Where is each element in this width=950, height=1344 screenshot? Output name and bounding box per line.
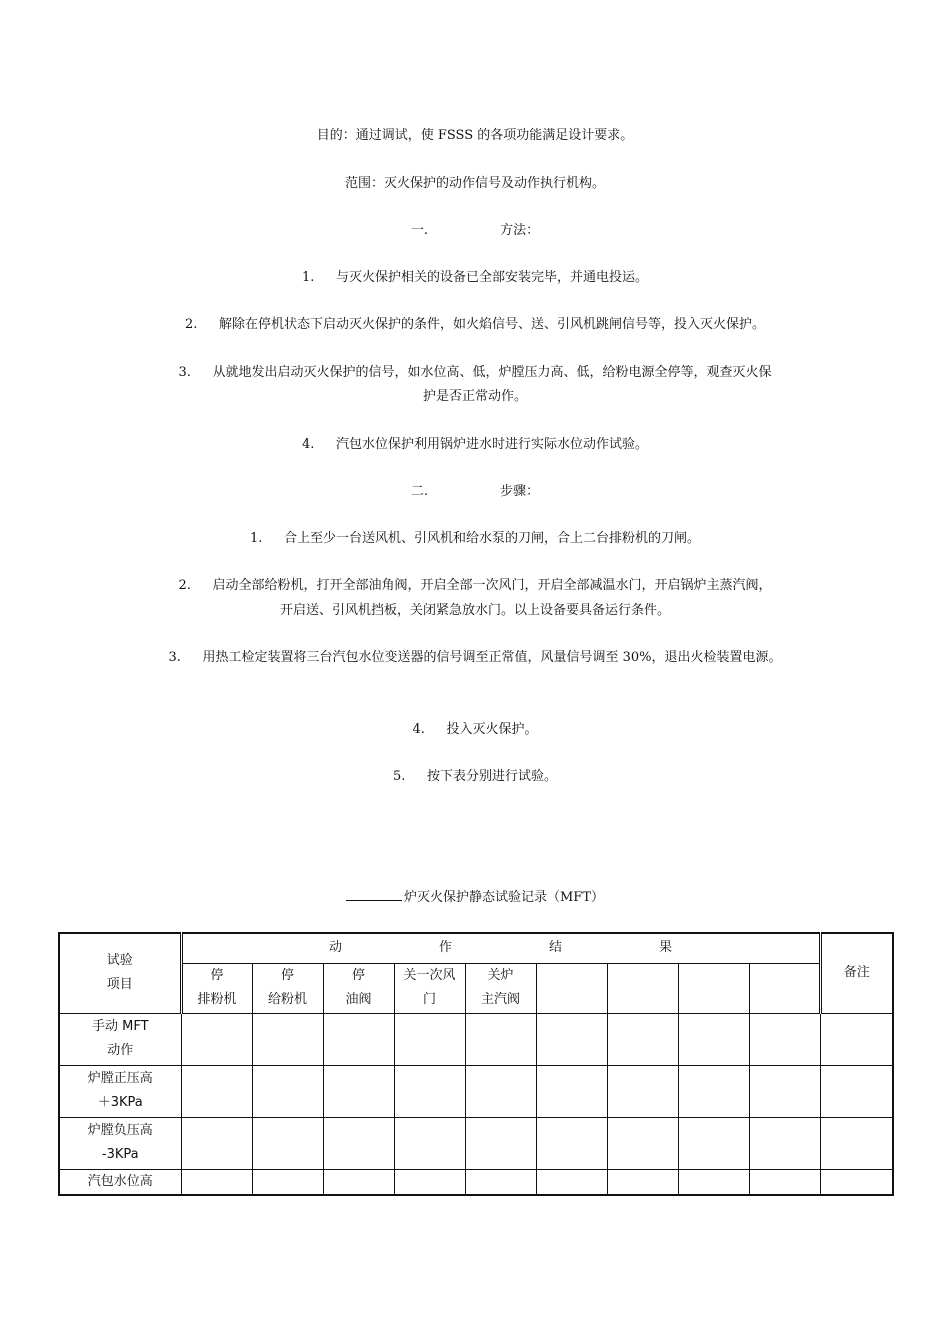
row-label	[59, 1169, 181, 1195]
result-cell[interactable]	[394, 1169, 465, 1195]
column-header-empty	[678, 963, 749, 1013]
table-caption-text: 炉灭火保护静态试验记录（MFT）	[403, 890, 604, 905]
result-cell[interactable]	[394, 1013, 465, 1065]
item-number: 3.	[178, 365, 191, 380]
purpose-line: 目的：通过调试，使 FSSS 的各项功能满足设计要求。	[316, 128, 634, 143]
result-cell[interactable]	[394, 1065, 465, 1117]
column-header-line2: 排粉机	[197, 992, 237, 1007]
result-cell[interactable]	[252, 1117, 323, 1169]
result-cell[interactable]	[607, 1013, 678, 1065]
remark-cell[interactable]	[820, 1065, 893, 1117]
result-cell[interactable]	[607, 1065, 678, 1117]
column-header	[465, 963, 536, 1013]
result-cell[interactable]	[323, 1169, 394, 1195]
item-text: 启动全部给粉机，打开全部油角阀，开启全部一次风门，开启全部减温水门，开启锅炉主蒸汽阀，	[212, 578, 772, 593]
result-cell[interactable]	[181, 1013, 252, 1065]
column-header-empty	[536, 963, 607, 1013]
row-label-line1: 炉膛负压高	[87, 1123, 153, 1138]
result-cell[interactable]	[678, 1169, 749, 1195]
header-item-line1: 试验	[106, 953, 133, 969]
table-row	[59, 1169, 893, 1195]
column-header-line1: 关炉	[487, 968, 514, 983]
method-item	[0, 315, 950, 335]
result-cell[interactable]	[536, 1013, 607, 1065]
result-cell[interactable]	[749, 1117, 820, 1169]
result-cell[interactable]	[465, 1065, 536, 1117]
item-text: 与灭火保护相关的设备已全部安装完毕，并通电投运。	[335, 270, 648, 285]
result-char: 结	[549, 940, 563, 956]
column-header-line1: 停	[351, 968, 365, 983]
result-cell[interactable]	[678, 1117, 749, 1169]
result-cell[interactable]	[394, 1117, 465, 1169]
step-item	[0, 648, 950, 668]
item-text: 按下表分别进行试验。	[426, 769, 557, 784]
table-row	[59, 1065, 893, 1117]
item-number: 2.	[184, 317, 198, 332]
column-header-line1: 关一次风	[403, 968, 456, 983]
item-text: 合上至少一台送风机、引风机和给水泵的刀闸，合上二台排粉机的刀闸。	[283, 531, 700, 546]
section-number: 二.	[410, 484, 429, 499]
item-number: 5.	[392, 769, 406, 784]
remark-cell[interactable]	[820, 1169, 893, 1195]
result-cell[interactable]	[465, 1117, 536, 1169]
mft-test-record-table	[58, 932, 894, 1196]
item-number: 2.	[178, 578, 191, 593]
row-label	[59, 1013, 181, 1065]
header-item-line2: 项目	[106, 977, 133, 993]
result-cell[interactable]	[749, 1013, 820, 1065]
item-text: 用热工检定装置将三台汽包水位变送器的信号调至正常值，风量信号调至 30%，退出火检装置电源。	[202, 650, 782, 665]
row-label-line1: 手动 MFT	[91, 1019, 149, 1034]
result-cell[interactable]	[465, 1169, 536, 1195]
scope-line: 范围：灭火保护的动作信号及动作执行机构。	[344, 176, 605, 191]
remark-cell[interactable]	[820, 1117, 893, 1169]
result-cell[interactable]	[181, 1117, 252, 1169]
column-header-line1: 停	[210, 968, 224, 983]
section-title: 方法：	[500, 223, 540, 238]
step-item-continuation: 开启送、引风机挡板，关闭紧急放水门。以上设备要具备运行条件。	[279, 603, 670, 618]
step-item	[0, 576, 950, 596]
result-cell[interactable]	[323, 1117, 394, 1169]
row-label-line1: 汽包水位高	[87, 1173, 153, 1189]
header-test-item	[59, 933, 181, 1013]
section-number: 一.	[410, 223, 429, 238]
column-header	[181, 963, 252, 1013]
item-number: 4.	[301, 437, 315, 452]
result-cell[interactable]	[181, 1169, 252, 1195]
result-cell[interactable]	[252, 1065, 323, 1117]
result-cell[interactable]	[181, 1065, 252, 1117]
row-label	[59, 1065, 181, 1117]
item-number: 3.	[168, 650, 181, 665]
row-label-line2: ＋3KPa	[97, 1095, 143, 1110]
result-cell[interactable]	[536, 1065, 607, 1117]
result-cell[interactable]	[749, 1065, 820, 1117]
result-cell[interactable]	[749, 1169, 820, 1195]
section-method-heading	[0, 221, 950, 241]
column-header-empty	[749, 963, 820, 1013]
column-header-line2: 主汽阀	[480, 992, 520, 1007]
result-cell[interactable]	[323, 1013, 394, 1065]
column-header	[323, 963, 394, 1013]
result-cell[interactable]	[678, 1013, 749, 1065]
row-label	[59, 1117, 181, 1169]
column-header-line2: 油阀	[345, 992, 372, 1007]
result-cell[interactable]	[536, 1169, 607, 1195]
table-subheader-row	[59, 963, 893, 1013]
column-header-empty	[607, 963, 678, 1013]
result-cell[interactable]	[252, 1013, 323, 1065]
table-row	[59, 1117, 893, 1169]
column-header-line2: 门	[422, 992, 436, 1007]
section-title: 步骤：	[500, 484, 540, 499]
method-item	[0, 363, 950, 383]
column-header-line2: 给粉机	[267, 992, 307, 1007]
result-char: 动	[329, 940, 343, 956]
table-row	[59, 1013, 893, 1065]
row-label-line2: -3KPa	[101, 1147, 139, 1162]
result-char: 作	[439, 940, 453, 956]
column-header	[394, 963, 465, 1013]
header-remark: 备注	[820, 933, 893, 1013]
method-item	[0, 268, 950, 288]
item-number: 4.	[412, 722, 425, 737]
item-text: 从就地发出启动灭火保护的信号，如水位高、低，炉膛压力高、低，给粉电源全停等，观查灭火保	[212, 365, 772, 380]
table-header-row	[59, 933, 893, 963]
method-item	[0, 435, 950, 455]
item-number: 1.	[301, 270, 315, 285]
result-cell[interactable]	[323, 1065, 394, 1117]
result-char: 果	[659, 940, 673, 956]
item-text: 汽包水位保护利用锅炉进水时进行实际水位动作试验。	[335, 437, 648, 452]
result-cell[interactable]	[607, 1117, 678, 1169]
remark-cell[interactable]	[820, 1013, 893, 1065]
method-item-continuation: 护是否正常动作。	[422, 389, 527, 404]
result-cell[interactable]	[607, 1169, 678, 1195]
step-item	[0, 529, 950, 549]
result-cell[interactable]	[252, 1169, 323, 1195]
column-header-line1: 停	[280, 968, 294, 983]
row-label-line2: 动作	[107, 1043, 134, 1058]
caption-blank-underline	[346, 887, 402, 901]
step-item	[0, 767, 950, 787]
item-text: 解除在停机状态下启动灭火保护的条件，如火焰信号、送、引风机跳闸信号等，投入灭火保护。	[218, 317, 765, 332]
result-cell[interactable]	[678, 1065, 749, 1117]
header-action-result	[181, 933, 820, 963]
row-label-line1: 炉膛正压高	[87, 1071, 153, 1086]
item-text: 投入灭火保护。	[446, 722, 538, 737]
column-header	[252, 963, 323, 1013]
section-steps-heading	[0, 482, 950, 502]
result-cell[interactable]	[536, 1117, 607, 1169]
result-cell[interactable]	[465, 1013, 536, 1065]
table-caption	[0, 887, 950, 908]
step-item	[0, 720, 950, 740]
item-number: 1.	[249, 531, 263, 546]
